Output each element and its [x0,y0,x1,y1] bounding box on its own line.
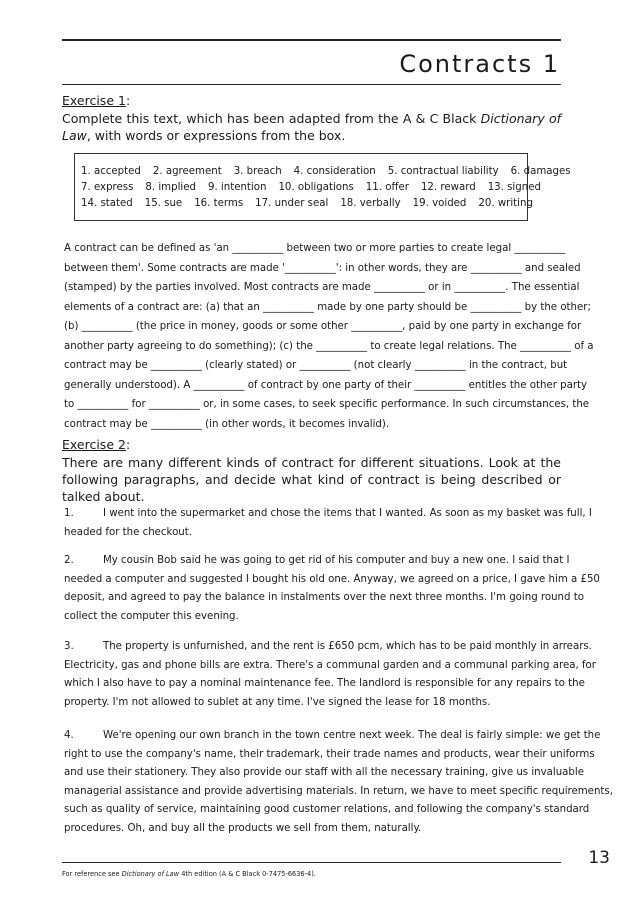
word-box-item: 15. sue [144,198,183,209]
situation-text: which I also have to pay a nominal maintenance fee. The landlord is responsible for any repairs to the [64,678,585,689]
passage-line: to __________ for __________ or, in some cases, to seek specific performance. In such circumstances, the [64,399,590,410]
situation-line [64,801,590,820]
word-box-item: 5. contractual liability [387,166,499,177]
situation-text: procedures. Oh, and buy all the products we sell from them, naturally. [64,822,422,834]
passage-line: between them'. Some contracts are made '__________': in other words, they are __________ and sealed [64,262,581,274]
situation-number: 4. [64,730,74,741]
footer-note-pre: For reference see [62,870,122,878]
word-box-item: 16. terms [194,198,244,209]
situation-text: We're opening our own branch in the town centre next week. The deal is fairly simple: we get the [103,730,601,741]
word-box-item: 20. writing [478,198,533,209]
situation-text: managerial assistance and provide advertising materials. In return, we have to meet specific requirements, [64,785,613,797]
situation-text: collect the computer this evening. [64,610,239,622]
word-box-item: 14. stated [81,198,133,209]
passage-line: contract may be __________ (in other words, it becomes invalid). [64,418,390,430]
passage-line: contract may be __________ (clearly stated) or __________ (not clearly __________ in the contract, but [64,360,568,371]
situation-line [64,589,584,608]
word-box-item: 7. express [81,182,134,193]
exercise-1-heading-colon: : [125,93,131,108]
exercise-1-heading-label: Exercise 1 [62,93,126,108]
exercise-2-instruction: There are many different kinds of contract for different situations. Look at the following paragraphs, and decide what kind of contract is being described or talked about. [62,455,561,504]
situation-4 [64,727,613,838]
instruction-text-italic: Dictionary of Law [62,111,561,143]
situation-line [64,524,561,543]
passage-line: A contract can be defined as 'an __________ between two or more parties to create legal __________ [64,243,566,254]
situation-line [64,783,613,802]
cloze-passage [64,239,594,434]
situation-text: I went into the supermarket and chose the items that I wanted. As soon as my basket was full, I [103,508,592,519]
instruction-text-pre: Complete this text, which has been adapted from the A & C Black [62,111,481,126]
page-title: Contracts 1 [399,50,560,78]
situation-2 [64,552,600,626]
title-rule [62,84,561,85]
word-box-item: 10. obligations [278,182,354,193]
word-box-item: 12. reward [420,182,476,193]
situation-line [64,820,561,839]
word-box-row [75,164,571,180]
situation-number: 3. [64,641,74,652]
passage-line: (b) __________ (the price in money, goods or some other __________, paid by one party in exchange for [64,321,582,332]
situation-line [64,694,561,713]
situation-text: The property is unfurnished, and the rent is £650 pcm, which has to be paid monthly in arrears. [103,641,592,652]
word-box-item: 6. damages [510,166,571,177]
situation-line [64,638,592,657]
situation-line [64,571,600,590]
situation-text: headed for the checkout. [64,526,192,538]
word-box-row [75,180,541,196]
footer-reference-note [62,870,316,878]
situation-number: 2. [64,555,74,566]
instruction-text-post: , with words or expressions from the box. [86,128,346,143]
word-box-row [75,196,533,212]
passage-line: (stamped) by the parties involved. Most contracts are made __________ or in __________. The essential [64,282,580,293]
exercise-1-instruction [62,110,561,144]
word-box-item: 13. signed [487,182,541,193]
situation-line [64,608,561,627]
situation-text: property. I'm not allowed to sublet at any time. I've signed the lease for 18 months. [64,696,491,708]
situation-line [64,746,595,765]
situation-text: Electricity, gas and phone bills are extra. There's a communal garden and a communal parking area, for [64,659,596,671]
word-box-item: 1. accepted [81,166,141,177]
exercise-2-heading-label: Exercise 2 [62,437,126,452]
situation-line [64,505,592,524]
situation-line [64,764,584,783]
top-rule [62,39,561,41]
situation-line [64,727,601,746]
exercise-2-heading-colon: : [125,437,131,452]
situation-text: such as quality of service, maintaining good customer relations, and following the company's standard [64,804,590,815]
situation-text: My cousin Bob said he was going to get rid of his computer and buy a new one. I said that I [103,555,570,566]
word-box-item: 2. agreement [152,166,222,177]
situation-line [64,657,596,676]
situation-text: and use their stationery. They also provide our staff with all the necessary training, give us invaluable [64,767,584,778]
situation-line [64,552,570,571]
exercise-2-heading [62,437,130,452]
word-box [74,153,571,221]
passage-line: elements of a contract are: (a) that an __________ made by one party should be __________ by the other; [64,301,591,313]
page-number: 13 [588,848,610,868]
word-box-item: 18. verbally [340,198,401,209]
word-box-item: 11. offer [365,182,409,193]
footer-note-post: 4th edition (A & C Black 0-7475-6636-4). [179,870,316,878]
situation-number: 1. [64,508,74,519]
situation-line [64,675,585,694]
passage-line: generally understood). A __________ of contract by one party of their __________ entitles the other party [64,379,588,391]
situation-1 [64,505,592,542]
word-box-item: 4. consideration [293,166,376,177]
situation-text: needed a computer and suggested I bought his old one. Anyway, we agreed on a price, I gave him a £50 [64,573,600,585]
footer-note-italic: Dictionary of Law [121,870,180,878]
word-box-item: 8. implied [145,182,196,193]
exercise-1-heading [62,93,130,108]
word-box-item: 9. intention [207,182,267,193]
footer-rule [62,862,561,863]
word-box-item: 19. voided [412,198,467,209]
word-box-item: 3. breach [233,166,282,177]
situation-3 [64,638,596,712]
situation-text: right to use the company's name, their trademark, their trade names and products, wear their uniforms [64,748,595,760]
word-box-item: 17. under seal [255,198,329,209]
passage-line: another party agreeing to do something); (c) the __________ to create legal relations. The __________ of a [64,340,594,352]
situation-text: deposit, and agreed to pay the balance in instalments over the next three months. I'm going round to [64,592,584,603]
